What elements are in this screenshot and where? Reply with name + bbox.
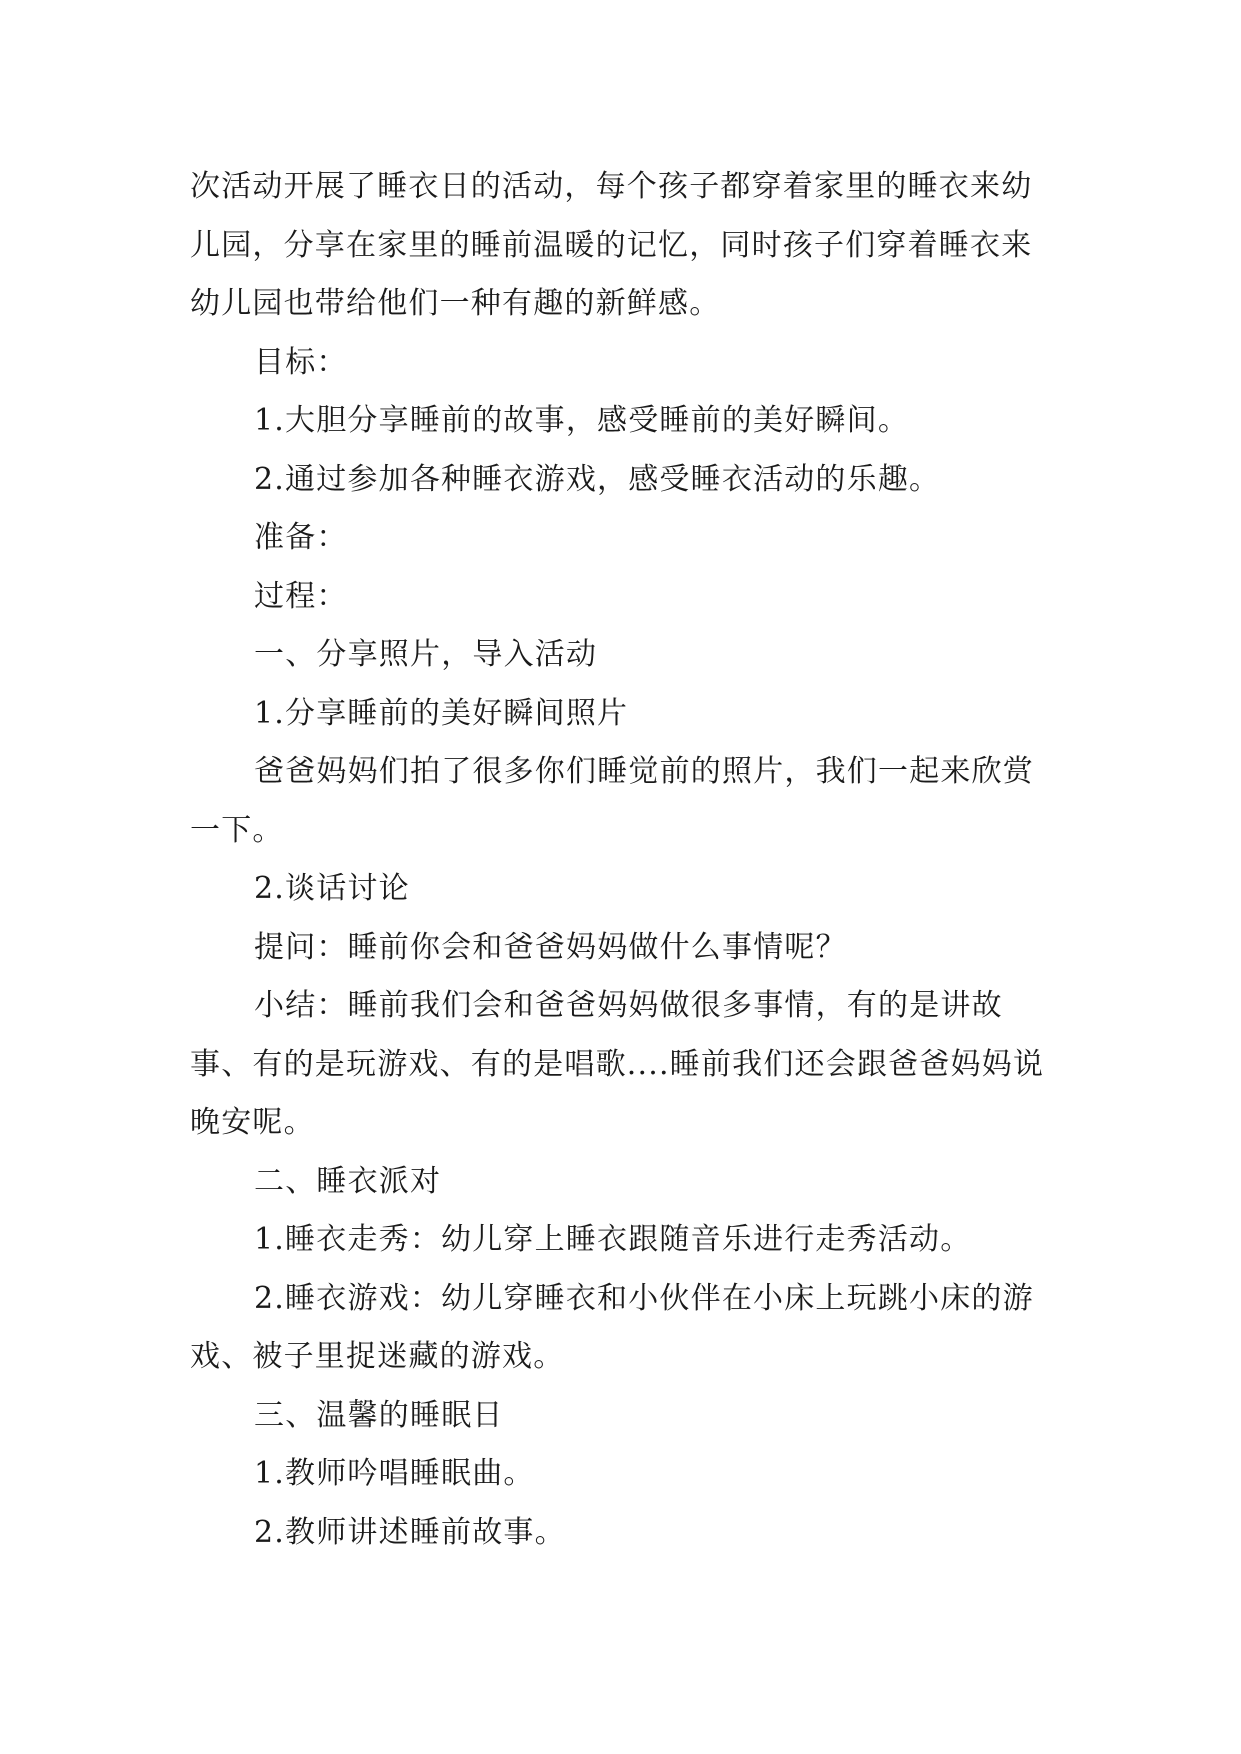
step-item: 1.分享睡前的美好瞬间照片 (254, 695, 629, 731)
question-paragraph: 提问：睡前你会和爸爸妈妈做什么事情呢？ (254, 929, 847, 965)
section-heading-2: 二、睡衣派对 (254, 1163, 442, 1199)
process-heading: 过程： (254, 578, 348, 614)
section-heading-3: 三、温馨的睡眠日 (254, 1397, 504, 1433)
goal-item-1: 1.大胆分享睡前的故事，感受睡前的美好瞬间。 (254, 403, 910, 438)
goals-heading: 目标： (254, 344, 348, 380)
step-item: 2.谈话讨论 (254, 871, 410, 906)
section-heading-1: 一、分享照片，导入活动 (254, 637, 598, 672)
body-paragraph: 爸爸妈妈们拍了很多你们睡觉前的照片，我们一起来欣赏一下。 (190, 754, 1034, 848)
preparation-heading: 准备： (254, 520, 348, 555)
summary-paragraph: 小结：睡前我们会和爸爸妈妈做很多事情，有的是讲故事、有的是玩游戏、有的是唱歌....睡前我们还会跟爸爸妈妈说晚安呢。 (190, 988, 1045, 1140)
step-item: 2.教师讲述睡前故事。 (254, 1514, 566, 1550)
step-item: 2.睡衣游戏：幼儿穿睡衣和小伙伴在小床上玩跳小床的游戏、被子里捉迷藏的游戏。 (190, 1280, 1034, 1374)
step-item: 1.教师吟唱睡眠曲。 (254, 1456, 535, 1491)
intro-paragraph: 次活动开展了睡衣日的活动，每个孩子都穿着家里的睡衣来幼儿园，分享在家里的睡前温暖的记忆，同时孩子们穿着睡衣来幼儿园也带给他们一种有趣的新鲜感。 (190, 169, 1033, 321)
document-body (190, 158, 1052, 1562)
step-item: 1.睡衣走秀：幼儿穿上睡衣跟随音乐进行走秀活动。 (254, 1222, 972, 1257)
goal-item-2: 2.通过参加各种睡衣游戏，感受睡衣活动的乐趣。 (254, 461, 941, 497)
